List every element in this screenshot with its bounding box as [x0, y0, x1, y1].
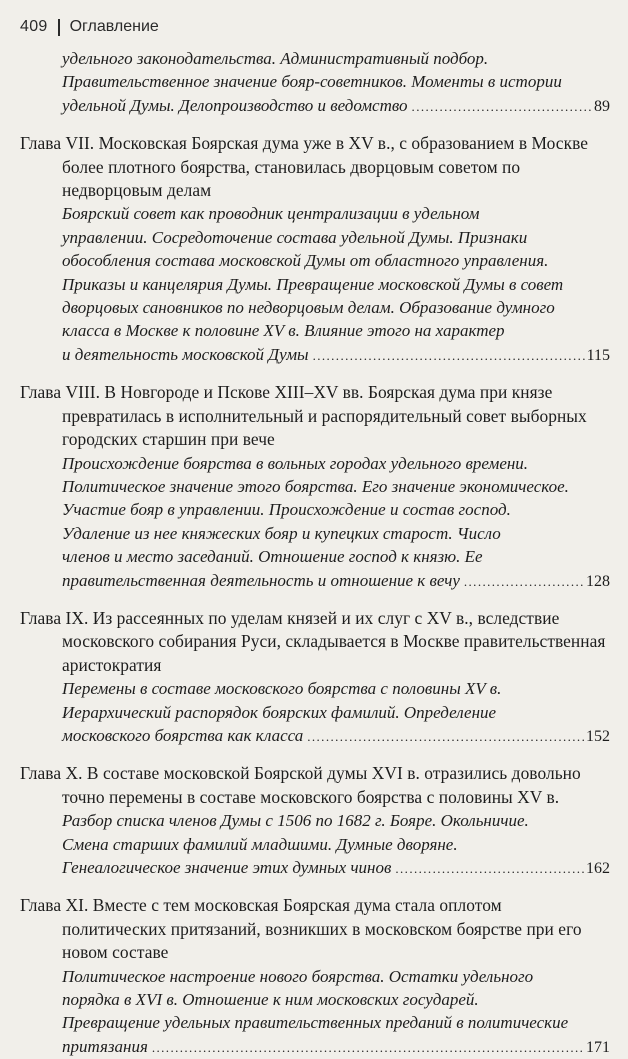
toc-page-ref: 152 [586, 727, 610, 745]
desc-line: членов и место заседаний. Отношение господ к князю. Ее [62, 547, 483, 567]
chapter-heading: Глава XI. Вместе с тем московская Боярская дума стала оплотом политических притязаний, возникших в московском боярстве при его новом составе [20, 895, 582, 963]
dot-leader [412, 95, 592, 118]
desc-line: обособления состава московской Думы от областного управления. [62, 251, 549, 271]
desc-last-line [62, 569, 610, 593]
desc-line: Политическое настроение нового боярства. Остатки удельного [62, 966, 534, 986]
toc-page-ref: 128 [586, 572, 610, 590]
dot-leader [152, 1036, 584, 1059]
desc-line-text: притязания [62, 1036, 148, 1056]
toc-page-ref: 162 [586, 860, 610, 877]
chapter-heading: Глава IX. Из рассеянных по уделам князей и их слуг с XV в., вследствие московского собирания Руси, складывается в Москве правительственная аристократия [20, 607, 606, 675]
dot-leader [307, 725, 584, 748]
desc-line: Боярский совет как проводник централизации в удельном [62, 204, 480, 224]
chapter-description [20, 809, 610, 880]
desc-line: Удаление из нее княжеских бояр и купецких старост. Число [62, 523, 501, 543]
desc-line: Превращение удельных правительственных преданий в политические [62, 1013, 569, 1033]
desc-line-text: правительственная деятельность и отношение к вечу [62, 570, 460, 590]
desc-line: Политическое значение этого боярства. Его значение экономическое. [62, 476, 569, 496]
desc-line: Происхождение боярства в вольных городах удельного времени. [62, 453, 529, 473]
desc-last-line [62, 724, 610, 748]
toc-page-ref: 89 [594, 97, 610, 115]
desc-last-line [62, 343, 610, 367]
chapter-heading: Глава VII. Московская Боярская дума уже в XV в., с образованием в Москве более плотного боярства, становилась дворцовым советом по недворцовым делам [20, 133, 588, 201]
desc-line-text: Генеалогическое значение этих думных чинов [62, 858, 392, 877]
toc-page-ref: 171 [586, 1038, 610, 1056]
dot-leader [395, 857, 584, 880]
desc-line: Приказы и канцелярия Думы. Превращение московской Думы в совет [62, 274, 564, 294]
desc-last-line [62, 1035, 610, 1059]
desc-line: Перемены в составе московского боярства с половины XV в. [62, 679, 502, 699]
header-divider [58, 19, 60, 36]
toc-page-ref: 115 [586, 346, 610, 364]
desc-last-line [62, 856, 610, 880]
chapter-description [20, 452, 610, 593]
running-title: Оглавление [69, 18, 159, 35]
toc-chapter-8 [20, 381, 610, 593]
chapter-heading: Глава X. В составе московской Боярской думы XVI в. отразились довольно точно перемены в составе московского боярства с половины XV в. [20, 763, 581, 807]
toc-chapter-10 [20, 762, 610, 880]
dot-leader [464, 570, 584, 593]
desc-line: Смена старших фамилий младшими. Думные дворяне. [62, 834, 458, 854]
desc-line: удельного законодательства. Административный подбор. [62, 49, 489, 68]
desc-line-text: и деятельность московской Думы [62, 344, 309, 364]
dot-leader [313, 344, 585, 367]
desc-line-text: удельной Думы. Делопроизводство и ведомство [62, 95, 408, 115]
desc-line: Правительственное значение бояр-советников. Моменты в истории [62, 72, 562, 92]
desc-line: дворцовых сановников по недворцовым делам. Образование думного [62, 298, 555, 318]
desc-line: управлении. Сосредоточение состава удельной Думы. Признаки [62, 227, 528, 247]
toc-chapter-7 [20, 132, 610, 367]
desc-line: порядка в XVI в. Отношение к ним московских государей. [62, 990, 479, 1010]
desc-line-text: московского боярства как класса [62, 725, 304, 745]
desc-last-line [62, 94, 610, 118]
chapter-description [20, 965, 610, 1059]
chapter-description [20, 202, 610, 367]
page-number: 409 [20, 18, 48, 35]
chapter-heading: Глава VIII. В Новгороде и Пскове XIII–XV вв. Боярская дума при князе превратилась в исполнительный и распорядительный совет выборных городских старшин при вече [20, 382, 587, 450]
desc-line: Иерархический распорядок боярских фамилий. Определение [62, 702, 497, 722]
desc-line: класса в Москве к половине XV в. Влияние этого на характер [62, 321, 505, 341]
toc-chapter-11 [20, 894, 610, 1059]
desc-line: Разбор списка членов Думы с 1506 по 1682 г. Бояре. Окольничие. [62, 811, 529, 831]
continued-entry [20, 47, 610, 118]
toc-chapter-9 [20, 607, 610, 748]
running-header [20, 14, 610, 40]
chapter-description [20, 677, 610, 748]
desc-line: Участие бояр в управлении. Происхождение и состав господ. [62, 500, 511, 520]
